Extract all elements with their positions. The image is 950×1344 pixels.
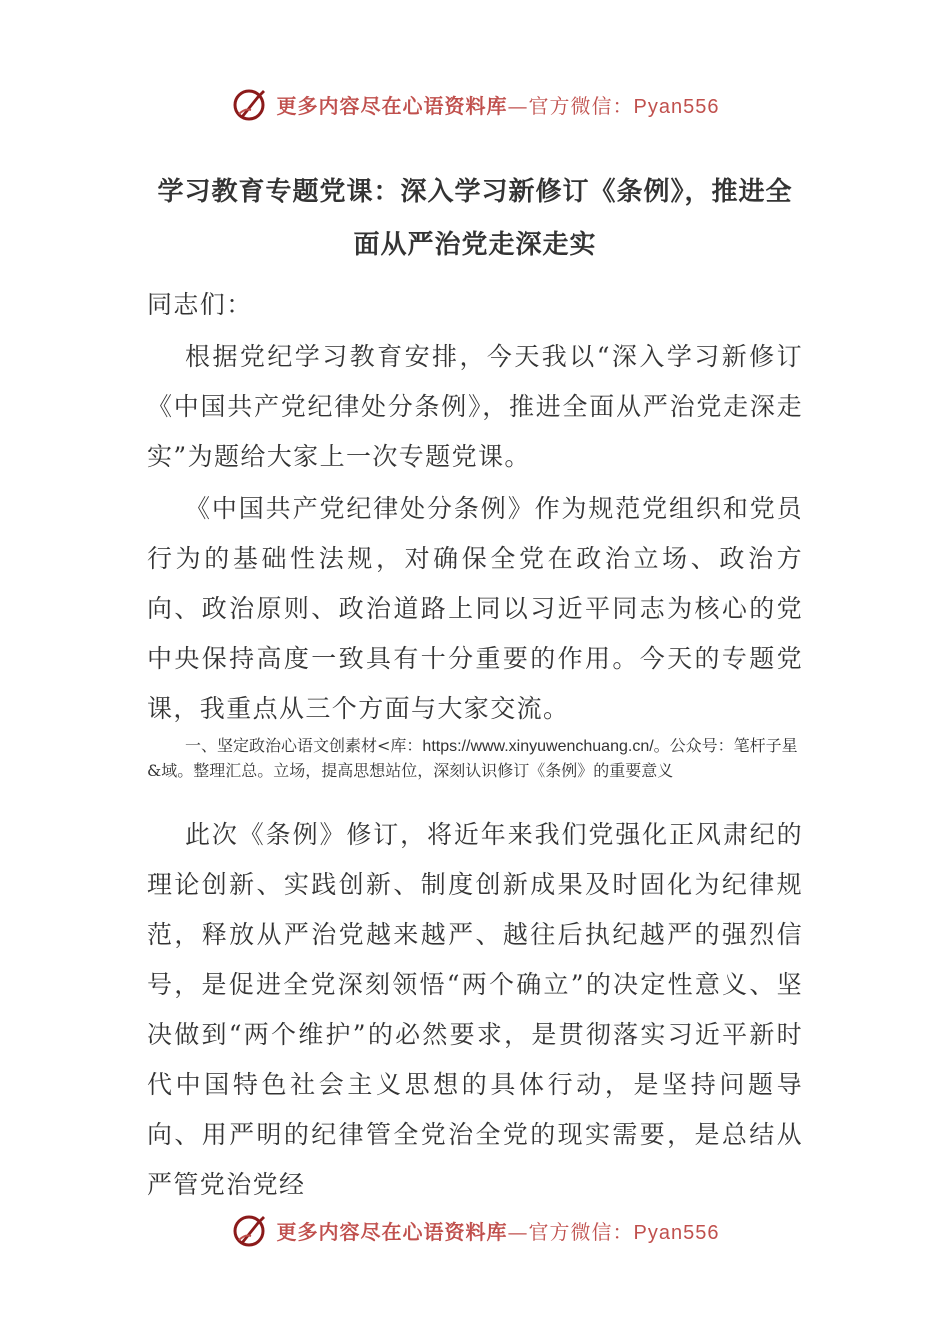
pen-nib-logo-icon (231, 1210, 271, 1250)
salutation: 同志们： (147, 290, 253, 319)
banner-site-name: 更多内容尽在心语资料库 (276, 1219, 508, 1244)
paragraph-3: 此次《条例》修订，将近年来我们党强化正风肃纪的理论创新、实践创新、制度创新成果及时固化为纪律规范，释放从严治党越来越严、越往后执纪越严的强烈信号，是促进全党深刻领悟“两个确立”的决定性意义、坚决做到“两个维护”的必然要求，是贯彻落实习近平新时代中国特色社会主义思想的具体行动，是坚持问题导向、用严明的纪律管全党治全党的现实需要，是总结从严管党治党经 (147, 820, 803, 1199)
paragraph-2: 《中国共产党纪律处分条例》作为规范党组织和党员行为的基础性法规，对确保全党在政治立场、政治方向、政治原则、政治道路上同以习近平同志为核心的党中央保持高度一致具有十分重要的作用。今天的专题党课，我重点从三个方面与大家交流。 (147, 494, 803, 723)
banner-wechat-label: —官方微信： (507, 1219, 634, 1244)
header-banner (0, 76, 950, 132)
section-heading-1 (147, 734, 807, 783)
document-title: 学习教育专题党课：深入学习新修订《条例》，推进全面从严治党走深走实 (157, 177, 793, 260)
pen-nib-logo-icon (231, 84, 271, 124)
paragraph-1: 根据党纪学习教育安排，今天我以“深入学习新修订《中国共产党纪律处分条例》，推进全面从严治党走深走实”为题给大家上一次专题党课。 (147, 342, 803, 471)
banner-wechat-id: Pyan556 (633, 1221, 720, 1244)
banner-site-name: 更多内容尽在心语资料库 (276, 93, 508, 118)
footer-banner (0, 1202, 950, 1258)
banner-wechat-label: —官方微信： (507, 93, 634, 118)
heading-url: https://www.xinyuwenchuang.cn/ (422, 738, 654, 755)
banner-text (277, 1216, 720, 1245)
banner-wechat-id: Pyan556 (633, 95, 720, 118)
banner-text (277, 90, 720, 119)
heading-text-a: 一、坚定政治心语文创素材<库： (185, 736, 423, 755)
heading-text-b: 。公众号：笔杆子星&域。整理汇总。立场，提高思想站位，深刻认识修订《条例》的重要意义 (147, 736, 798, 780)
